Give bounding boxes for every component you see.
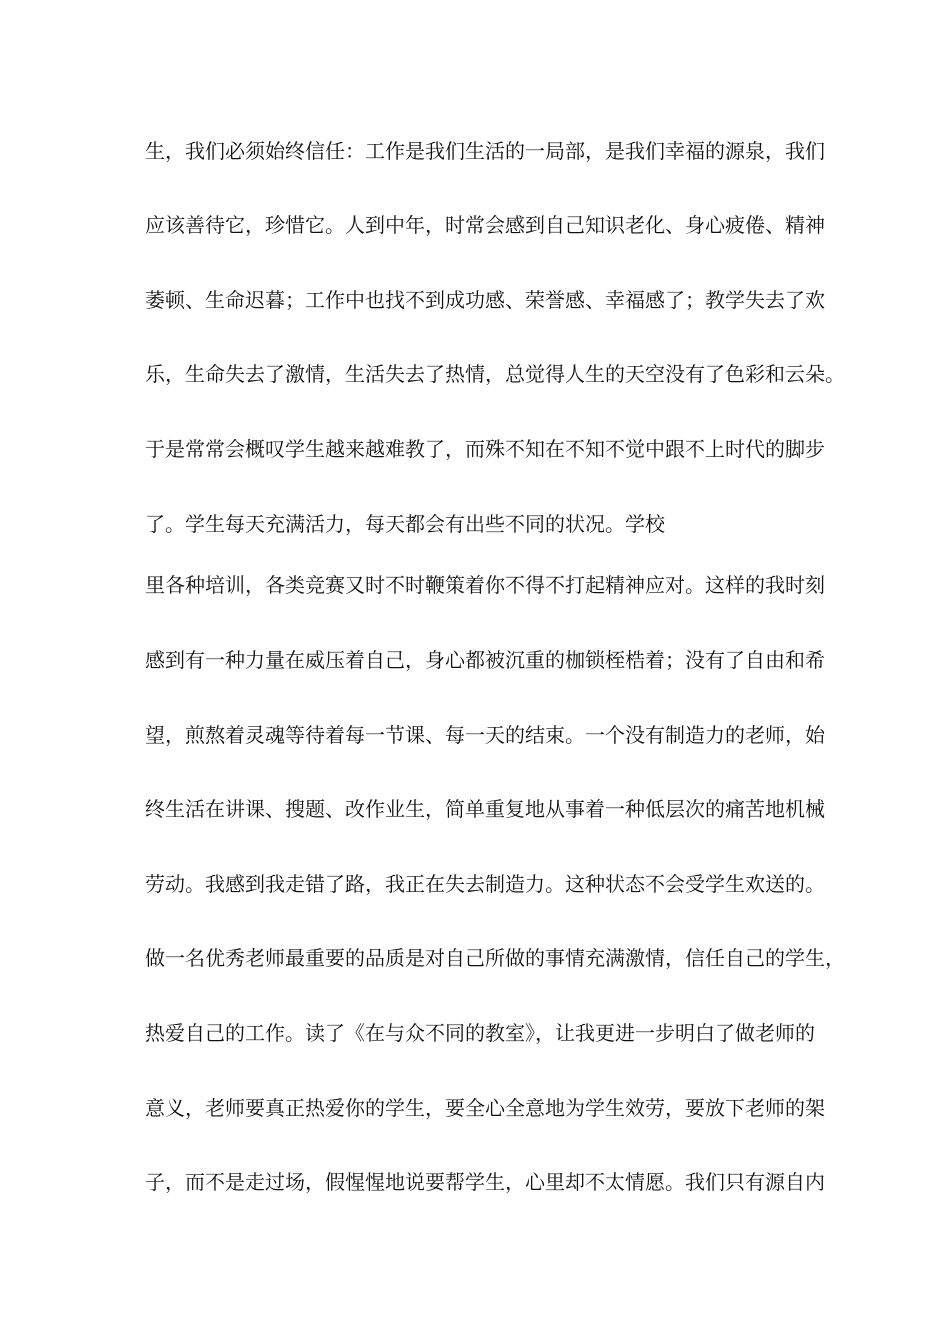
text-line-3: 萎顿、生命迟暮；工作中也找不到成功感、荣誉感、幸福感了；教学失去了欢 (145, 288, 825, 312)
text-line-7: 里各种培训，各类竞赛又时不时鞭策着你不得不打起精神应对。这样的我时刻 (145, 573, 825, 597)
text-line-5: 于是常常会概叹学生越来越难教了，而殊不知在不知不觉中跟不上时代的脚步 (145, 437, 825, 461)
text-line-15: 子，而不是走过场，假惺惺地说要帮学生，心里却不太情愿。我们只有源自内 (145, 1170, 825, 1194)
text-line-2: 应该善待它，珍惜它。人到中年，时常会感到自己知识老化、身心疲倦、精神 (145, 213, 825, 237)
text-line-1: 生，我们必须始终信任：工作是我们生活的一局部，是我们幸福的源泉，我们 (145, 139, 825, 163)
text-line-11: 劳动。我感到我走错了路，我正在失去制造力。这种状态不会受学生欢送的。 (145, 872, 825, 896)
text-line-14: 意义，老师要真正热爱你的学生，要全心全意地为学生效劳，要放下老师的架 (145, 1096, 825, 1120)
text-line-6: 了。学生每天充满活力，每天都会有出些不同的状况。学校 (145, 512, 665, 536)
text-line-12: 做一名优秀老师最重要的品质是对自己所做的事情充满激情，信任自己的学生， (145, 946, 845, 970)
text-line-4: 乐，生命失去了激情，生活失去了热情，总觉得人生的天空没有了色彩和云朵。 (145, 362, 845, 386)
text-line-8: 感到有一种力量在威压着自己，身心都被沉重的枷锁桎梏着；没有了自由和希 (145, 648, 825, 672)
text-line-13: 热爱自己的工作。读了《在与众不同的教室》，让我更进一步明白了做老师的 (145, 1021, 815, 1045)
text-line-10: 终生活在讲课、搜题、改作业生，简单重复地从事着一种低层次的痛苦地机械 (145, 797, 825, 821)
text-line-9: 望，煎熬着灵魂等待着每一节课、每一天的结束。一个没有制造力的老师，始 (145, 723, 825, 747)
